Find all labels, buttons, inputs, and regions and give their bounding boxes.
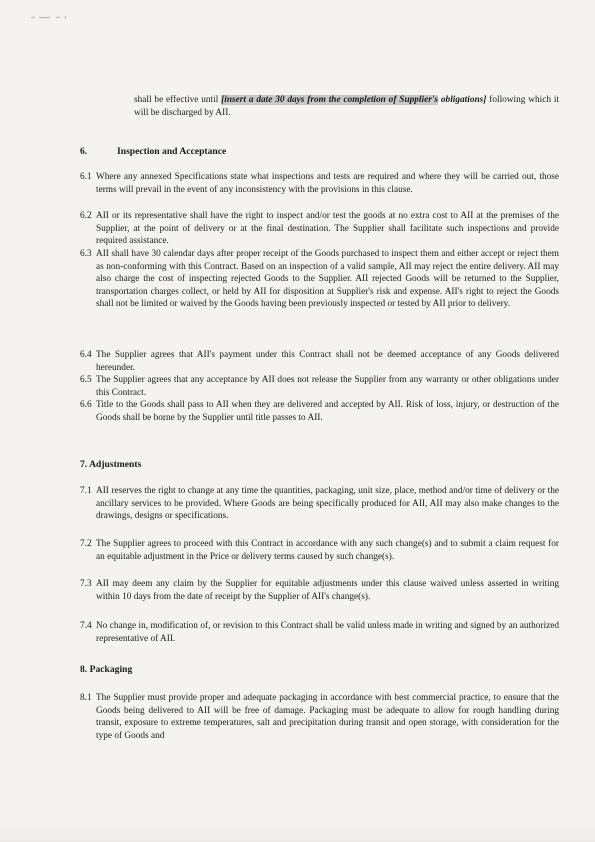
clause-number: 6.1 [80,172,92,182]
clause-7-3 [80,578,559,603]
clause-text: The Supplier agrees to proceed with this Contract in accordance with any such change(s) and to submit a claim request for an equitable adjustment in the Price or delivery terms caused by such change(s). [96,539,559,562]
clause-number: 6.6 [80,400,92,410]
clause-6-2 [80,210,559,248]
clause-text: The Supplier agrees that AII's payment under this Contract shall not be deemed acceptance of any Goods delivered hereunder. [96,350,559,373]
scan-bottom-edge [0,824,595,842]
section-number: 6. [80,146,88,157]
clause-text: AII or its representative shall have the right to inspect and/or test the goods at no extra cost to AII at the premises of the Supplier, at the point of delivery or at the final destination. The Supplier shall facilitate such inspections and provide required assistance. [96,211,559,247]
clause-number: 7.3 [80,579,92,589]
clause-6-6 [80,399,559,424]
intro-text-after: following which it will be discharged by AII. [134,95,559,118]
clause-number: 7.2 [80,539,92,549]
section-heading-8: 8. Packaging [80,664,133,675]
clause-6-5 [80,374,559,399]
clause-7-4 [80,620,559,645]
clause-7-2 [80,538,559,563]
clause-text: AII shall have 30 calendar days after proper receipt of the Goods purchased to inspect them and either accept or reject them as non-conforming with this Contract. Based on an inspection of a valid sample, AII may reject the entire delivery. AII may also charge the cost of inspecting rejected Goods to the Supplier. AII rejected Goods will be returned to the Supplier, transportation charges collect, or held by AII for disposition at Supplier's risk and expense. AII's right to reject the Goods shall not be limited or waived by the Goods having been previously inspected or tested by AII prior to delivery. [96,249,559,310]
clause-text: AII may deem any claim by the Supplier for equitable adjustments under this clause waived unless asserted in writing within 10 days from the date of receipt by the Supplier of AII's change(s). [96,579,559,602]
clause-text: AII reserves the right to change at any time the quantities, packaging, unit size, place, method and/or time of delivery or the ancillary services to be provided. Where Goods are being specifically produced for AII, AII may also make changes to the drawings, designs or specifications. [96,486,559,522]
clause-number: 6.5 [80,375,92,385]
clause-7-1 [80,485,559,523]
clause-number: 8.1 [80,693,92,703]
clause-text: Where any annexed Specifications state what inspections and tests are required and where they will be carried out, those terms will prevail in the event of any inconsistency with the provisions in this clause. [96,172,559,195]
clause-number: 7.4 [80,621,92,631]
clause-8-1 [80,692,559,742]
clause-number: 7.1 [80,486,92,496]
intro-highlighted-placeholder: [insert a date 30 days from the completion of Supplier's [221,95,439,105]
intro-text-before: shall be effective until [134,95,222,105]
section-heading-7: 7. Adjustments [80,459,142,470]
intro-paragraph [134,94,559,119]
clause-6-3 [80,248,559,311]
scan-artifact [30,14,68,20]
clause-number: 6.4 [80,350,92,360]
clause-text: No change in, modification of, or revision to this Contract shall be valid unless made in writing and signed by an authorized representative of AII. [96,621,559,644]
clause-number: 6.2 [80,211,92,221]
clause-6-1 [80,171,559,196]
clause-text: The Supplier must provide proper and adequate packaging in accordance with best commercial practice, to ensure that the Goods being delivered to AII will be free of damage. Packaging must be adequate to allow for rough handling during transit, exposure to extreme temperatures, salt and precipitation during transit and open storage, with consideration for the type of Goods and [96,693,559,741]
clause-6-4 [80,349,559,374]
clause-number: 6.3 [80,249,92,259]
clause-text: The Supplier agrees that any acceptance by AII does not release the Supplier from any warranty or other obligations under this Contract. [96,375,559,398]
intro-italic-text: obligations] [440,95,487,105]
clause-text: Title to the Goods shall pass to AII when they are delivered and accepted by AII. Risk of loss, injury, or destruction of the Goods shall be borne by the Supplier until title passes to AII. [96,400,559,423]
section-heading-6 [80,146,226,157]
section-title: Inspection and Acceptance [117,146,227,157]
